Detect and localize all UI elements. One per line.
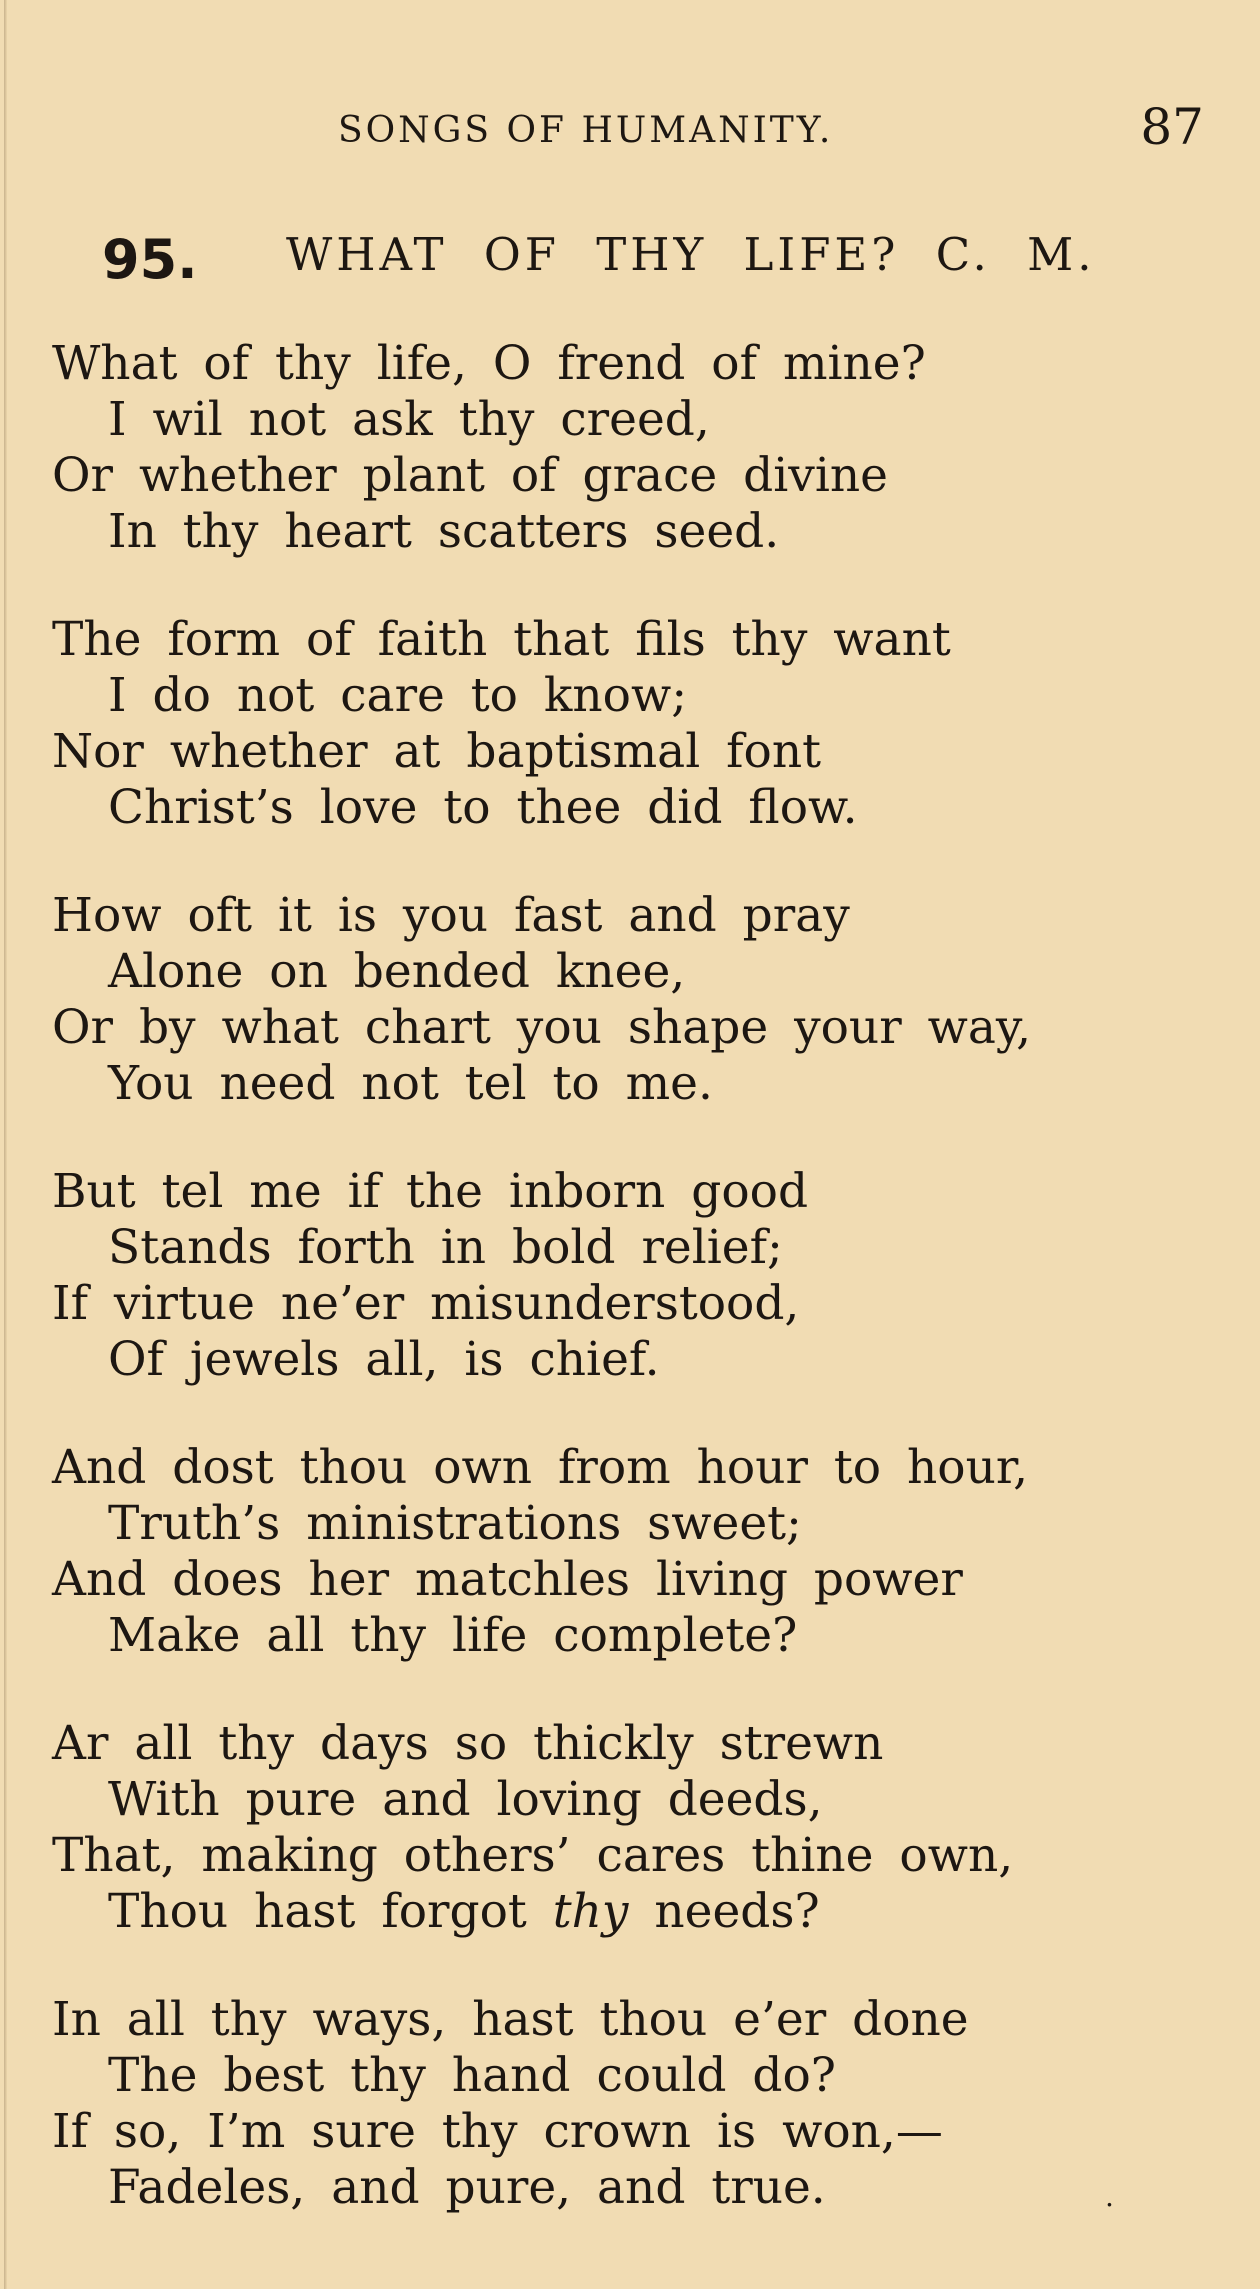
- stanza-7: [52, 1992, 1222, 2216]
- stanza-6-line-2: With pure and loving deeds,: [108, 1772, 823, 1827]
- stanza-7-line-1: In all thy ways, hast thou e’er done: [52, 1992, 969, 2047]
- stanza-7-line-4: Fadeles, and pure, and true.: [108, 2160, 826, 2215]
- hymn-number: 95.: [102, 228, 198, 291]
- stanza-7-line-3: If so, I’m sure thy crown is won,—: [52, 2104, 943, 2159]
- ending-mark: .: [1105, 2180, 1114, 2213]
- stanza-4-line-4: Of jewels all, is chief.: [108, 1332, 660, 1387]
- running-title: SONGS OF HUMANITY.: [338, 110, 834, 151]
- stanza-6-line-4: [52, 1884, 1222, 1940]
- stanza-4: [52, 1164, 1222, 1388]
- page-edge: [4, 0, 7, 2289]
- hymn-title: WHAT OF THY LIFE? C. M.: [286, 228, 1096, 281]
- stanza-3: [52, 888, 1222, 1112]
- stanza-6-line-4-after: needs?: [628, 1884, 820, 1939]
- stanza-1-line-3: Or whether plant of grace divine: [52, 448, 888, 503]
- stanza-1: [52, 336, 1222, 560]
- stanza-1-line-2: I wil not ask thy creed,: [108, 392, 710, 447]
- stanza-6-line-1: Ar all thy days so thickly strewn: [52, 1716, 884, 1771]
- stanza-6-line-3: That, making others’ cares thine own,: [52, 1828, 1014, 1883]
- stanza-3-line-4: You need not tel to me.: [108, 1056, 713, 1111]
- stanza-5-line-3: And does her matchles living power: [52, 1552, 963, 1607]
- stanza-7-line-2: The best thy hand could do?: [108, 2048, 836, 2103]
- stanza-2-line-4: Christ’s love to thee did flow.: [108, 780, 858, 835]
- stanza-5-line-2: Truth’s ministrations sweet;: [108, 1496, 802, 1551]
- stanza-2-line-2: I do not care to know;: [108, 668, 688, 723]
- stanza-4-line-2: Stands forth in bold relief;: [108, 1220, 783, 1275]
- stanza-2-line-1: The form of faith that fils thy want: [52, 612, 951, 667]
- stanza-5: [52, 1440, 1222, 1664]
- stanza-1-line-1: What of thy life, O frend of mine?: [52, 336, 926, 391]
- stanza-3-line-2: Alone on bended knee,: [108, 944, 686, 999]
- stanza-2: [52, 612, 1222, 836]
- stanza-3-line-3: Or by what chart you shape your way,: [52, 1000, 1032, 1055]
- stanza-3-line-1: How oft it is you fast and pray: [52, 888, 850, 943]
- stanza-5-line-4: Make all thy life complete?: [108, 1608, 798, 1663]
- stanza-6-line-4-italic: thy: [552, 1884, 629, 1939]
- stanza-4-line-1: But tel me if the inborn good: [52, 1164, 809, 1219]
- stanza-5-line-1: And dost thou own from hour to hour,: [52, 1440, 1029, 1495]
- stanza-4-line-3: If virtue ne’er misunderstood,: [52, 1276, 800, 1331]
- stanza-6-line-4-before: Thou hast forgot: [108, 1884, 553, 1939]
- stanza-2-line-3: Nor whether at baptismal font: [52, 724, 822, 779]
- stanza-6: [52, 1716, 1222, 1940]
- stanza-1-line-4: In thy heart scatters seed.: [108, 504, 780, 559]
- page-number: 87: [1140, 98, 1204, 156]
